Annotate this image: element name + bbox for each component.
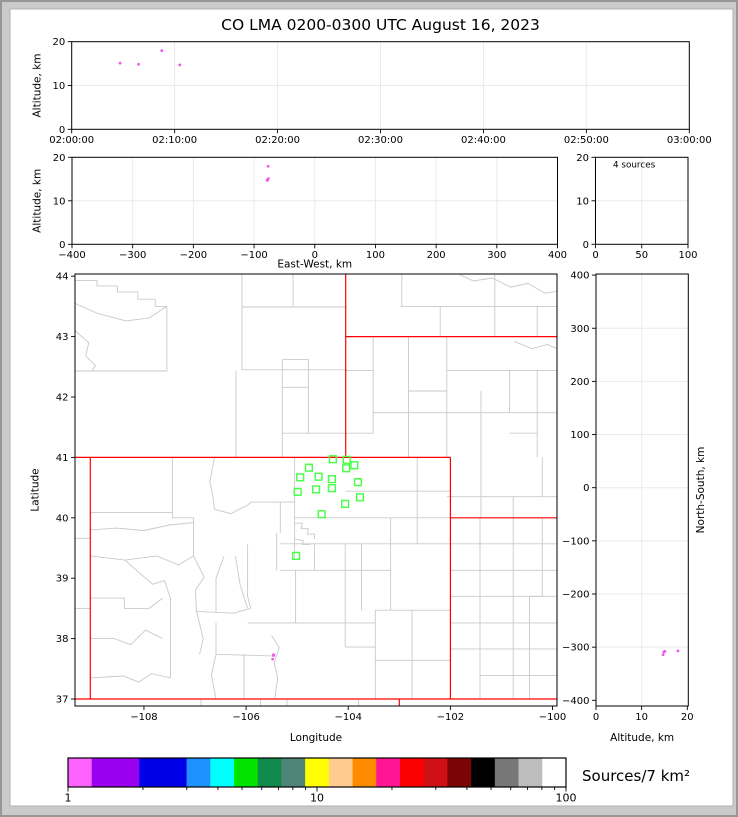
colorbar-swatch xyxy=(400,758,424,787)
x-tick-label: −200 xyxy=(179,249,208,261)
x-tick-label: 200 xyxy=(426,249,446,261)
colorbar-swatches xyxy=(68,758,566,787)
colorbar-swatch xyxy=(210,758,234,787)
x-tick-label: −102 xyxy=(436,712,465,723)
lightning-source-point xyxy=(271,658,274,661)
y-tick-label: −200 xyxy=(562,589,590,601)
colorbar-tick-label: 1 xyxy=(64,791,72,805)
x-tick-label: 02:20:00 xyxy=(255,134,301,146)
colorbar-swatch xyxy=(305,758,329,787)
x-tick-label: 100 xyxy=(365,249,385,261)
x-tick-label: 0 xyxy=(592,712,600,723)
y-tick-label: 400 xyxy=(570,270,590,282)
x-tick-label: 02:10:00 xyxy=(152,134,198,146)
x-tick-label: −100 xyxy=(538,712,567,723)
x-tick-label: −106 xyxy=(232,712,260,723)
lightning-source-point xyxy=(677,649,680,652)
y-tick-label: 10 xyxy=(52,81,66,92)
x-tick-label: 03:00:00 xyxy=(666,134,712,146)
right-axis-label: North-South, km xyxy=(695,446,707,534)
y-tick-label: 0 xyxy=(582,239,589,251)
y-axis-label: Altitude, km xyxy=(31,53,44,118)
y-tick-label: 42 xyxy=(55,392,69,404)
y-tick-label: 0 xyxy=(583,483,590,495)
lightning-source-point xyxy=(178,64,181,67)
source-count-annotation: 4 sources xyxy=(613,160,656,171)
colorbar-swatch xyxy=(281,758,305,787)
lightning-source-point xyxy=(160,49,163,52)
x-axis-label: Altitude, km xyxy=(610,732,675,744)
y-tick-label: 100 xyxy=(570,430,590,442)
lightning-source-point xyxy=(662,651,665,654)
x-tick-label: 0 xyxy=(592,249,599,261)
colorbar-swatch xyxy=(495,758,519,787)
colorbar-swatch xyxy=(376,758,400,787)
y-tick-label: 200 xyxy=(570,376,590,388)
y-tick-label: 0 xyxy=(58,124,66,136)
colorbar-swatch xyxy=(258,758,282,787)
y-tick-label: 0 xyxy=(59,239,66,251)
lightning-source-point xyxy=(266,179,269,182)
y-tick-label: 20 xyxy=(576,152,589,164)
colorbar-swatch xyxy=(519,758,543,787)
x-tick-label: −108 xyxy=(130,712,158,723)
x-tick-label: 50 xyxy=(635,249,649,261)
x-tick-label: 02:30:00 xyxy=(358,134,403,146)
x-tick-label: 0 xyxy=(311,249,318,261)
colorbar-swatch xyxy=(471,758,495,787)
lightning-source-point xyxy=(267,165,270,168)
y-tick-label: 40 xyxy=(55,513,69,525)
y-axis-label: Altitude, km xyxy=(31,168,44,233)
y-tick-label: 41 xyxy=(55,452,69,464)
x-tick-label: 10 xyxy=(635,712,649,723)
x-tick-label: 400 xyxy=(547,249,568,261)
y-tick-label: 38 xyxy=(55,634,69,646)
colorbar-label: Sources/7 km² xyxy=(582,767,691,785)
colorbar-swatch xyxy=(424,758,448,787)
colorbar-swatch xyxy=(234,758,258,787)
x-tick-label: 20 xyxy=(680,712,694,723)
lightning-source-point xyxy=(272,653,275,656)
x-tick-label: −100 xyxy=(240,249,268,261)
y-tick-label: 37 xyxy=(55,694,69,706)
x-tick-label: 02:50:00 xyxy=(563,134,609,146)
figure-paper xyxy=(10,9,733,806)
colorbar-swatch xyxy=(139,758,187,787)
y-tick-label: 39 xyxy=(55,573,69,585)
x-axis-label: Longitude xyxy=(289,732,343,744)
colorbar-tick-label: 10 xyxy=(310,791,324,805)
colorbar-swatch xyxy=(68,758,92,787)
x-tick-label: 100 xyxy=(678,249,698,261)
y-tick-label: −400 xyxy=(562,695,590,707)
y-tick-label: 10 xyxy=(52,196,66,208)
y-axis-label: Latitude xyxy=(29,468,42,512)
colorbar-swatch xyxy=(92,758,140,787)
y-tick-label: 20 xyxy=(52,152,66,164)
y-tick-label: 300 xyxy=(570,323,590,335)
y-tick-label: 20 xyxy=(52,37,66,49)
y-tick-label: −300 xyxy=(562,642,590,654)
lightning-source-point xyxy=(662,653,665,656)
lightning-source-point xyxy=(137,63,140,66)
colorbar-swatch xyxy=(542,758,566,787)
colorbar-swatch xyxy=(329,758,353,787)
y-tick-label: −100 xyxy=(562,536,590,548)
colorbar-swatch xyxy=(187,758,211,787)
colorbar-tick-label: 100 xyxy=(555,791,577,805)
lightning-source-point xyxy=(119,62,122,65)
y-tick-label: 44 xyxy=(55,271,69,283)
y-tick-label: 10 xyxy=(576,196,589,208)
colorbar-swatch xyxy=(353,758,377,787)
colorbar-swatch xyxy=(447,758,471,787)
x-tick-label: 02:00:00 xyxy=(49,134,95,146)
x-tick-label: −400 xyxy=(58,249,86,261)
x-axis-label: East-West, km xyxy=(277,258,353,271)
y-tick-label: 43 xyxy=(55,332,69,344)
figure-title: CO LMA 0200-0300 UTC August 16, 2023 xyxy=(221,16,540,34)
x-tick-label: −300 xyxy=(118,249,147,261)
x-tick-label: 02:40:00 xyxy=(460,134,506,146)
x-tick-label: 300 xyxy=(487,249,507,261)
x-tick-label: −104 xyxy=(334,712,362,723)
